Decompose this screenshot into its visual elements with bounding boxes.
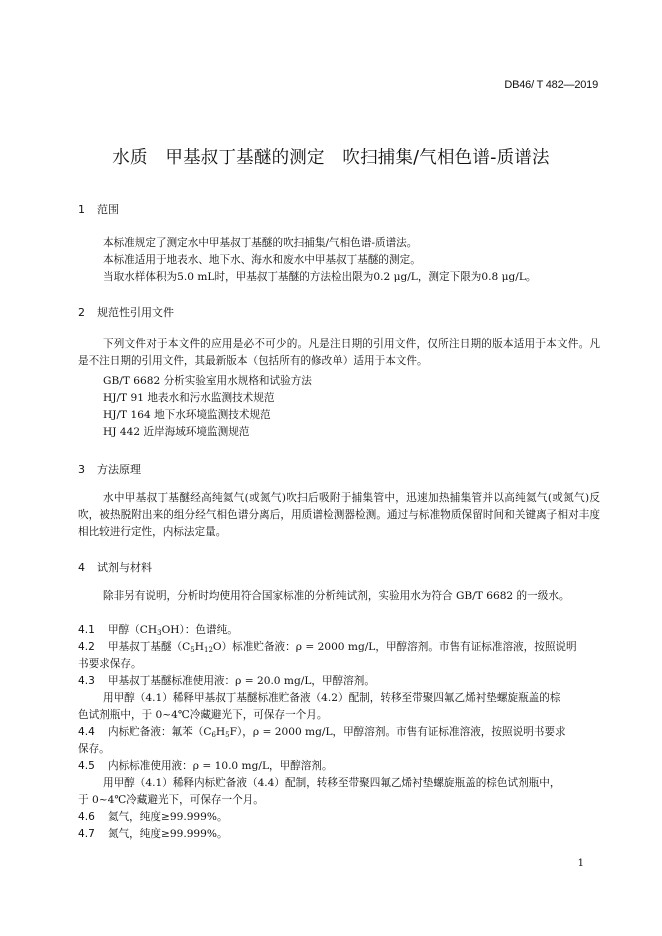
item-continuation: 书要求保存。: [78, 658, 142, 670]
item-text: O）标准贮备液：ρ = 2000 mg/L，甲醇溶剂。市售有证标准溶液，按照说明: [212, 641, 577, 653]
section-4-heading: [78, 559, 152, 575]
section-1-heading: [78, 201, 119, 217]
paragraph-line: 当取水样体积为5.0 mL时，甲基叔丁基醚的方法检出限为0.2 μg/L，测定下限为0.8 μg/L。: [103, 271, 537, 283]
subscript: 5: [190, 646, 195, 654]
section-2-heading: [78, 304, 174, 320]
list-item: [78, 758, 333, 773]
item-text: 氦气，纯度≥99.999%。: [108, 811, 228, 823]
paragraph: 水中甲基叔丁基醚经高纯氦气(或氮气)吹扫后吸附于捕集管中，迅速加热捕集管并以高纯氦气(或氮气)反吹，被热脱附出来的组分经气相色谱分离后，用质谱检测器检测。通过与标准物质保留时间和关键离子相对丰度相比较进行定性，内标法定量。: [78, 492, 600, 538]
item-text: 内标贮备液：氟苯（C: [108, 726, 212, 738]
reference-item: HJ 442 近岸海域环境监测规范: [103, 426, 250, 438]
list-item: [78, 639, 577, 654]
item-number: 4.6: [78, 811, 95, 823]
paragraph-line: 色试剂瓶中，于 0~4℃冷藏避光下，可保存一个月。: [78, 709, 328, 721]
paragraph: 除非另有说明，分析时均使用符合国家标准的分析纯试剂，实验用水为符合 GB/T 6682 的一级水。: [103, 590, 570, 602]
paragraph-line: 用甲醇（4.1）稀释内标贮备液（4.4）配制，转移至带聚四氟乙烯衬垫螺旋瓶盖的棕色试剂瓶中，: [103, 777, 561, 789]
list-item: [78, 826, 228, 841]
item-continuation: 保存。: [78, 743, 110, 755]
item-text: OH）：色谱纯。: [161, 624, 238, 636]
subscript: 6: [211, 731, 216, 739]
item-text: H: [194, 641, 204, 653]
list-item: [78, 622, 238, 637]
item-text: 内标标准使用液：ρ = 10.0 mg/L，甲醇溶剂。: [108, 760, 333, 772]
item-number: 4.7: [78, 828, 95, 840]
item-text: 甲醇（CH: [108, 624, 158, 636]
section-title: 规范性引用文件: [97, 306, 174, 319]
section-title: 试剂与材料: [97, 561, 152, 574]
page-number: 1: [577, 858, 584, 869]
item-text: F），ρ = 2000 mg/L，甲醇溶剂。市售有证标准溶液，按照说明书要求: [229, 726, 566, 738]
section-number: 1: [78, 203, 85, 216]
subscript: 3: [157, 629, 162, 637]
list-item: [78, 673, 375, 688]
paragraph-line: 用甲醇（4.1）稀释甲基叔丁基醚标准贮备液（4.2）配制，转移至带聚四氟乙烯衬垫螺旋瓶盖的棕: [103, 692, 561, 704]
standard-code: DB46/ T 482—2019: [504, 79, 598, 91]
section-3-heading: [78, 461, 141, 477]
subscript: 12: [203, 646, 213, 654]
item-text: H: [215, 726, 226, 738]
reference-item: HJ/T 164 地下水环境监测技术规范: [103, 409, 271, 421]
item-number: 4.5: [78, 760, 95, 772]
item-text: 甲基叔丁基醚（C: [108, 641, 191, 653]
list-item: [78, 809, 228, 824]
item-number: 4.2: [78, 641, 95, 653]
section-title: 范围: [97, 203, 119, 216]
paragraph-line: 本标准适用于地表水、地下水、海水和废水中甲基叔丁基醚的测定。: [103, 254, 421, 266]
paragraph: 下列文件对于本文件的应用是必不可少的。凡是注日期的引用文件，仅所注日期的版本适用于本文件。凡是不注日期的引用文件，其最新版本（包括所有的修改单）适用于本文件。: [78, 338, 600, 367]
paragraph-line: 于 0~4℃冷藏避光下，可保存一个月。: [78, 794, 264, 806]
section-title: 方法原理: [97, 463, 141, 476]
subscript: 5: [225, 731, 230, 739]
item-number: 4.3: [78, 675, 95, 687]
list-item: [78, 724, 566, 739]
item-number: 4.1: [78, 624, 95, 636]
reference-item: HJ/T 91 地表水和污水监测技术规范: [103, 392, 275, 404]
section-number: 4: [78, 561, 85, 574]
paragraph-line: 本标准规定了测定水中甲基叔丁基醚的吹扫捕集/气相色谱-质谱法。: [103, 237, 418, 249]
item-text: 氮气，纯度≥99.999%。: [108, 828, 228, 840]
document-title: 水质 甲基叔丁基醚的测定 吹扫捕集/气相色谱-质谱法: [112, 148, 550, 168]
section-number: 2: [78, 306, 85, 319]
reference-item: GB/T 6682 分析实验室用水规格和试验方法: [103, 375, 312, 387]
section-number: 3: [78, 463, 85, 476]
item-number: 4.4: [78, 726, 95, 738]
item-text: 甲基叔丁基醚标准使用液：ρ = 20.0 mg/L，甲醇溶剂。: [108, 675, 375, 687]
